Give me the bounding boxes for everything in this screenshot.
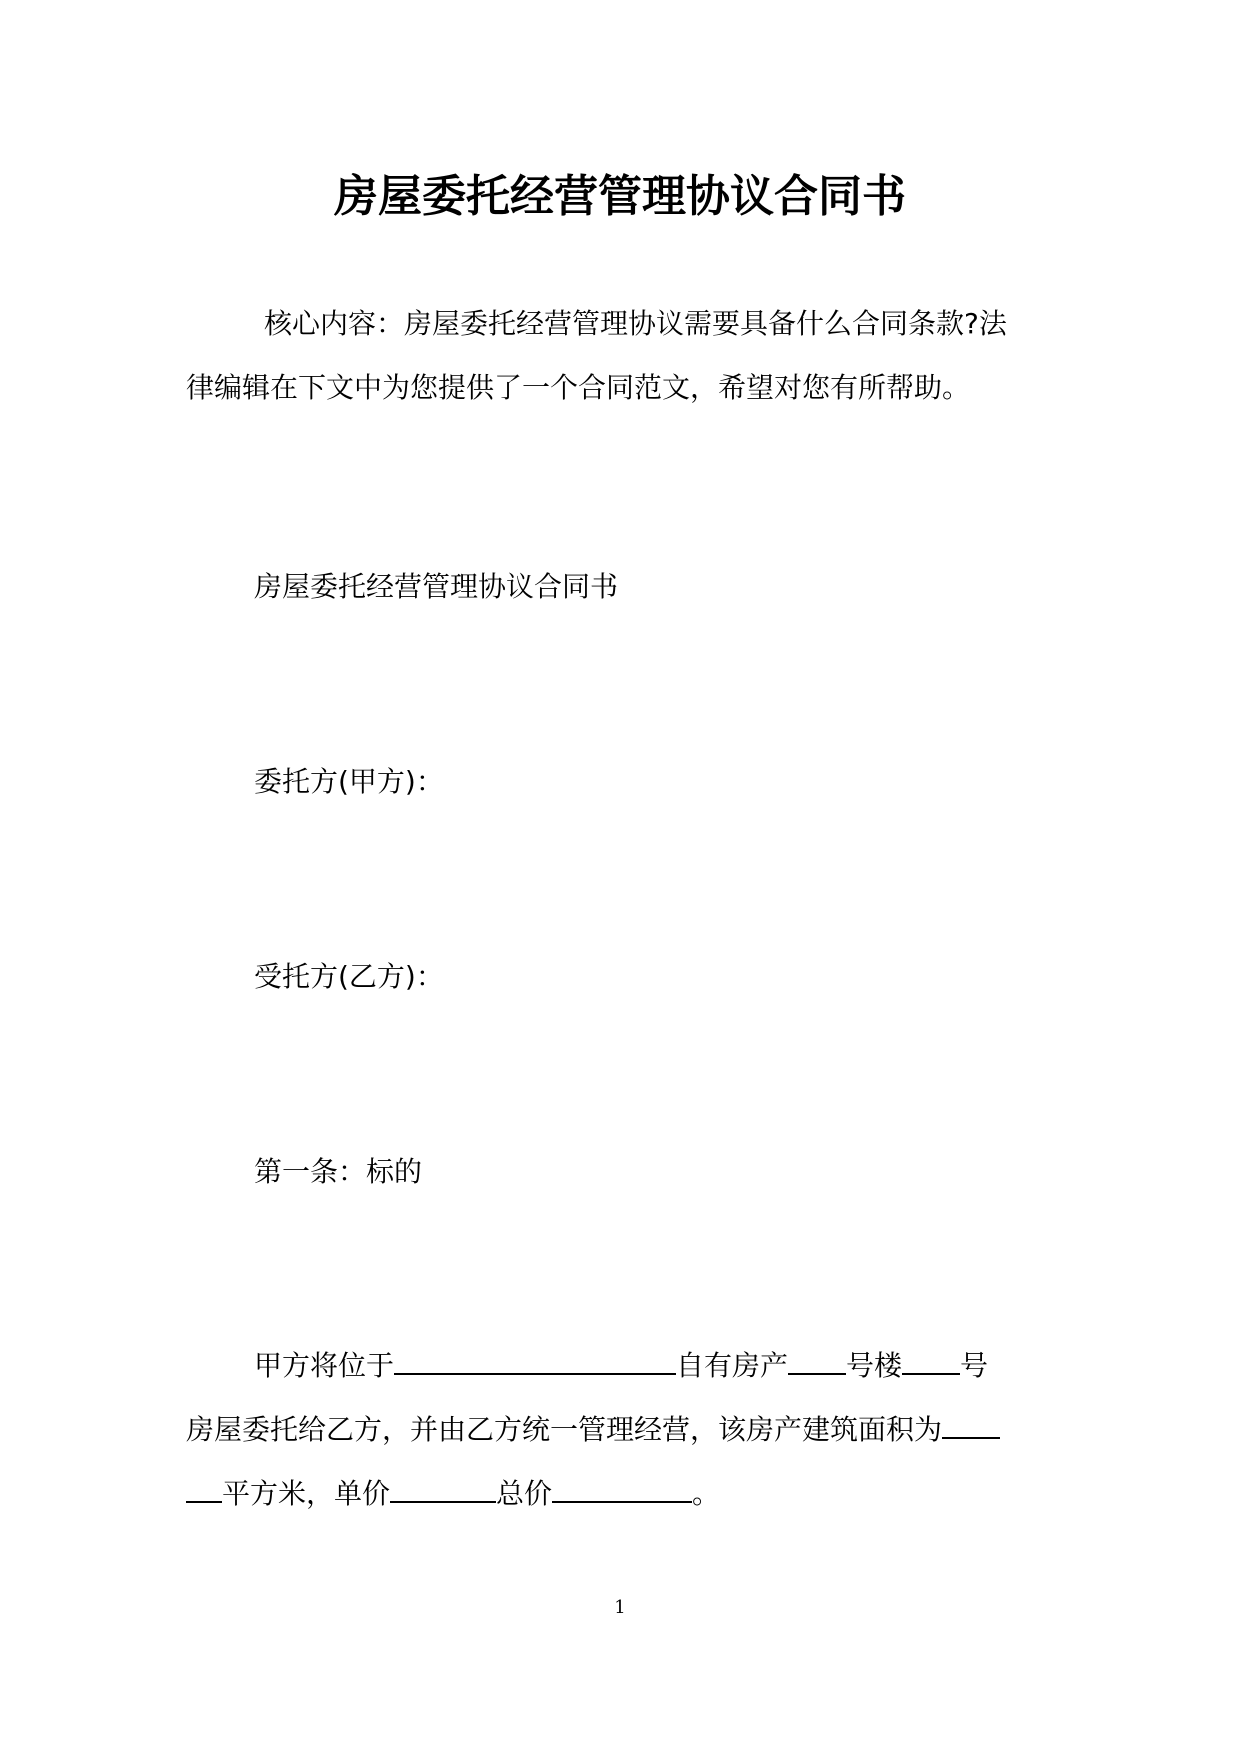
document-title: 房屋委托经营管理协议合同书 [334,171,906,222]
intro-paragraph [186,292,1056,420]
building-number-blank [788,1343,846,1375]
party-b-label: 受托方(乙方)： [254,960,444,993]
article-1-title: 第一条：标的 [254,1155,423,1188]
article-1-text: 平方米，单价 [222,1477,391,1510]
unit-number-blank [902,1343,960,1375]
total-price-blank [552,1471,692,1503]
article-1-row-1 [186,1334,1056,1398]
location-blank [394,1343,676,1375]
article-1-text: 自有房产 [676,1349,789,1382]
unit-price-blank [390,1471,496,1503]
intro-line-2: 律编辑在下文中为您提供了一个合同范文，希望对您有所帮助。 [186,371,971,404]
article-1-text: 房屋委托给乙方，并由乙方统一管理经营，该房产建筑面积为 [186,1413,943,1446]
article-1-row-3 [186,1462,1056,1526]
article-1-paragraph [186,1334,1056,1526]
party-a-label: 委托方(甲方)： [254,765,444,798]
contract-heading: 房屋委托经营管理协议合同书 [254,570,619,603]
article-1-text: 。 [692,1477,721,1510]
article-1-row-2 [186,1398,1056,1462]
area-blank-part-2 [186,1471,222,1503]
article-1-text: 总价 [496,1477,553,1510]
page-number: 1 [614,1597,626,1618]
article-1-text: 甲方将位于 [254,1349,395,1382]
article-1-text: 号 [960,1349,989,1382]
article-1-text: 号楼 [846,1349,903,1382]
area-blank-part-1 [942,1407,1000,1439]
intro-line-1: 核心内容：房屋委托经营管理协议需要具备什么合同条款?法 [264,307,1007,340]
